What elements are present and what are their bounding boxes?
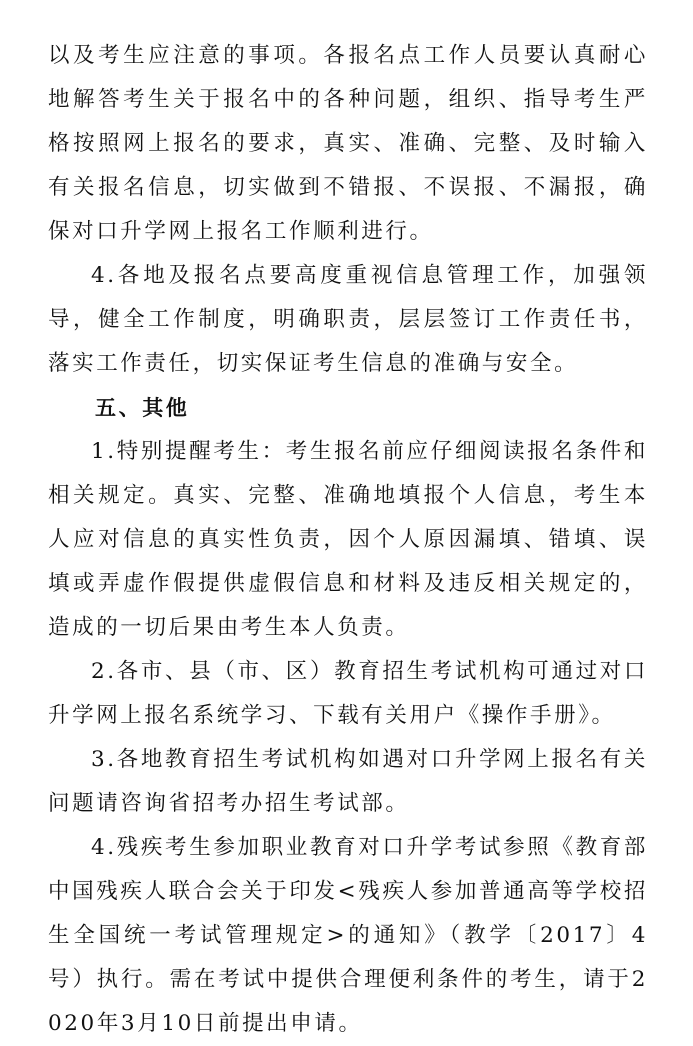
- item-disabled-candidates: 4.残疾考生参加职业教育对口升学考试参照《教育部 中国残疾人联合会关于印发<残疾人参加普通高等学校招生全国统一考试管理规定>的通知》（教学〔2017〕4号）执行。需在考试中提供合理便利条件的考生，请于2020年3月10日前提出申请。: [48, 835, 648, 1036]
- item-consultation: 3.各地教育招生考试机构如遇对口升学网上报名有关问题请咨询省招考办招生考试部。: [48, 747, 648, 816]
- paragraph-information-management: 4.各地及报名点要高度重视信息管理工作，加强领导，健全工作制度，明确职责，层层签订工作责任书，落实工作责任，切实保证考生信息的准确与安全。: [48, 263, 648, 376]
- item-special-reminder: 1.特别提醒考生：考生报名前应仔细阅读报名条件和相关规定。真实、完整、准确地填报个人信息，考生本人应对信息的真实性负责，因个人原因漏填、错填、误填或弄虚作假提供虚假信息和材料及违反相关规定的，造成的一切后果由考生本人负责。: [48, 439, 648, 640]
- document-body: [48, 34, 648, 1046]
- item-system-learning: 2.各市、县（市、区）教育招生考试机构可通过对口升学网上报名系统学习、下载有关用户《操作手册》。: [48, 659, 648, 728]
- paragraph-registration-notes: 以及考生应注意的事项。各报名点工作人员要认真耐心地解答考生关于报名中的各种问题，组织、指导考生严格按照网上报名的要求，真实、准确、完整、及时输入有关报名信息，切实做到不错报、不误报、不漏报，确保对口升学网上报名工作顺利进行。: [48, 43, 648, 244]
- section-heading-other: 五、其他: [95, 396, 190, 420]
